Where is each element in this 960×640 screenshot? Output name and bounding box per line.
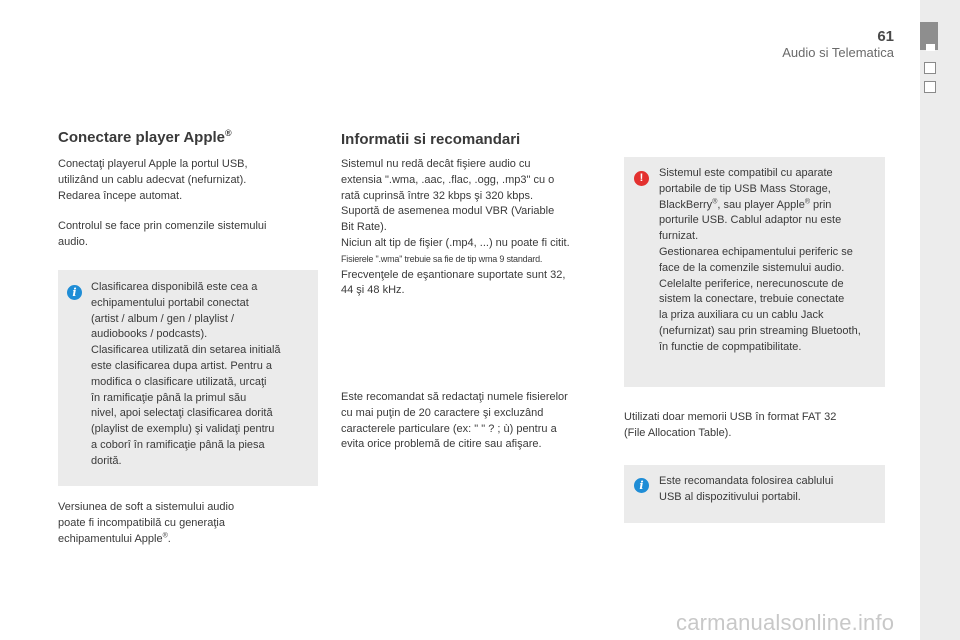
- paragraph-software-version: Versiunea de soft a sistemului audio poate fi incompatibilă cu generaţia echipamentului Apple®.: [58, 501, 235, 545]
- section-heading-apple: Conectare player Apple®: [58, 128, 232, 146]
- paragraph-fat32: Utilizati doar memorii USB în format FAT 32 (File Allocation Table).: [624, 411, 837, 439]
- section-heading-info: Informatii si recomandari: [341, 131, 521, 148]
- paragraph-connect: Conectaţi playerul Apple la portul USB, utilizând un cablu adecvat (nefurnizat). Redarea începe automat.: [58, 158, 248, 202]
- info-icon: i: [634, 478, 649, 493]
- paragraph-control: Controlul se face prin comenzile sistemului audio.: [58, 220, 267, 248]
- paragraph-formats: Sistemul nu redă decât fişiere audio cu extensia ".wma, .aac, .flac, .ogg, .mp3" cu o rată cuprinsă între 32 kbps şi 320 kbps. Suportă de asemenea modul VBR (Variable Bit Rate). Niciun alt tip de fişier (.mp4, ...) nu poate fi citit. Fisierele ".wma" trebuie sa fie de tip wma 9 standard. Frecvenţele de eşantionare suportate sunt 32, 44 şi 48 kHz.: [341, 158, 570, 297]
- watermark: carmanualsonline.info: [676, 610, 895, 635]
- info-text-classification: Clasificarea disponibilă este cea a echipamentului portabil conectat (artist / album / gen / playlist / audiobooks / podcasts). Clasificarea utilizată din setarea initială este clasificarea dupa artist. Pentru a modifica o clasificare utilizată, urcaţi în ramificaţie până la primul său nivel, apoi selectaţi clasificarea dorită (playlist de exemplu) şi validaţi pentru a coborî în ramificaţie până la piesa dorită.: [91, 281, 281, 467]
- warning-icon: !: [634, 171, 649, 186]
- chapter-tab-marker: [926, 44, 935, 51]
- info-icon: i: [67, 285, 82, 300]
- warning-text-compatibility: Sistemul este compatibil cu aparate portabile de tip USB Mass Storage, BlackBerry®, sau player Apple® prin porturile USB. Cablul adaptor nu este furnizat. Gestionarea echipamentului periferic se face de la comenzile sistemului audio. Celelalte periferice, nerecunoscute de sistem la conectare, trebuie conectate la priza auxiliara cu un cablu Jack (nefurnizat) sau prin streaming Bluetooth, în functie de copmpatibilitate.: [659, 167, 861, 353]
- page-number: 61: [877, 28, 894, 45]
- chapter-tab: [924, 62, 936, 74]
- info-text-cable: Este recomandata folosirea cablului USB al dispozitivului portabil.: [659, 475, 834, 503]
- chapter-tab: [924, 81, 936, 93]
- section-title: Audio si Telematica: [782, 45, 894, 60]
- page-edge-sidebar: [920, 0, 960, 640]
- paragraph-filenames: Este recomandat să redactaţi numele fisierelor cu mai puţin de 20 caractere şi excluzând caracterele particulare (ex: " " ? ; ù) pentru a evita orice problemă de citire sau afişare.: [341, 391, 568, 451]
